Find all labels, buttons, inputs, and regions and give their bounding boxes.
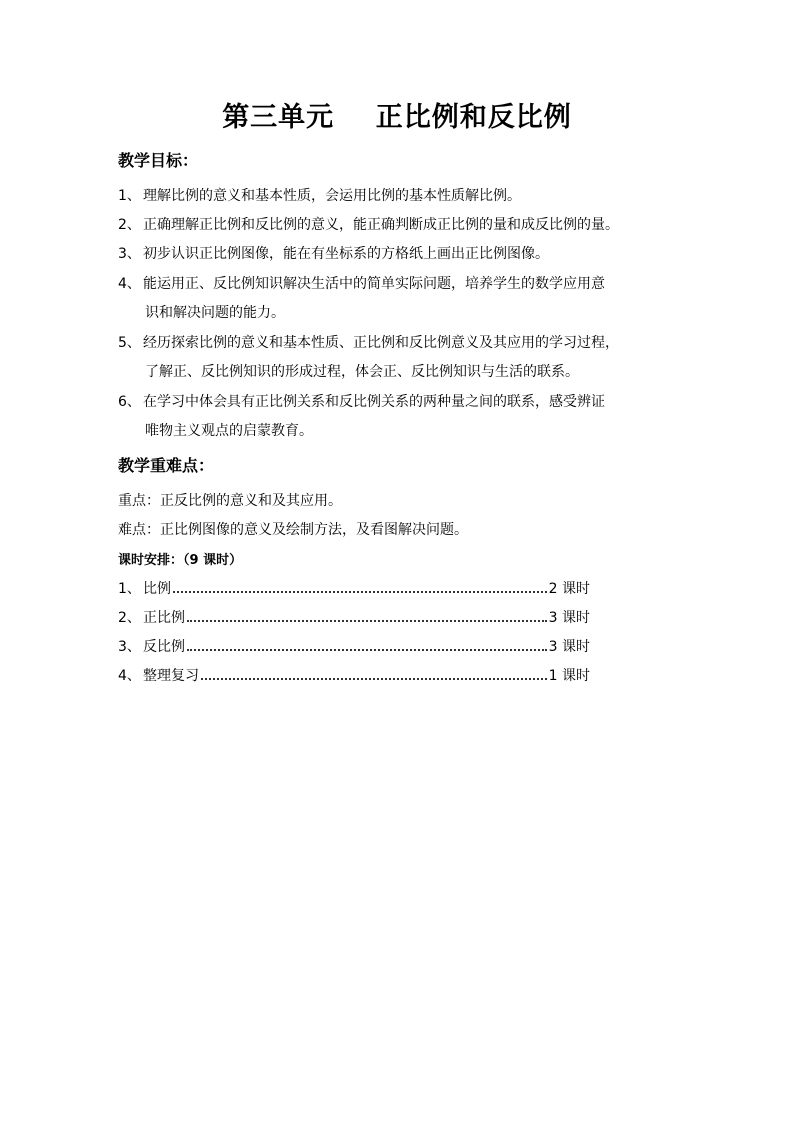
objective-item (118, 186, 521, 206)
schedule-number: 1、 (118, 581, 141, 597)
objective-number: 4、 (118, 276, 141, 292)
schedule-row (118, 608, 590, 628)
dot-leader (187, 608, 547, 622)
objective-text: 理解比例的意义和基本性质，会运用比例的基本性质解比例。 (143, 188, 521, 204)
objective-number: 6、 (118, 394, 141, 410)
schedule-row (118, 666, 590, 686)
objective-item (118, 244, 549, 264)
dot-leader (201, 666, 547, 680)
objective-item (118, 392, 605, 412)
schedule-name: 比例 (143, 581, 171, 597)
dot-leader (173, 579, 547, 593)
focus-point: 重点：正反比例的意义和及其应用。 (118, 493, 342, 509)
objectives-heading: 教学目标： (118, 151, 199, 170)
objective-continuation: 识和解决问题的能力。 (145, 305, 285, 321)
key-points-heading: 教学重难点： (118, 456, 215, 475)
schedule-hours: 3 课时 (548, 610, 590, 626)
schedule-hours: 2 课时 (548, 581, 590, 597)
objective-number: 5、 (118, 335, 141, 351)
objective-item (118, 333, 619, 353)
dot-leader (187, 637, 547, 651)
objective-text: 在学习中体会具有正比例关系和反比例关系的两种量之间的联系，感受辨证 (143, 394, 605, 410)
objective-number: 1、 (118, 188, 141, 204)
schedule-hours: 3 课时 (548, 639, 590, 655)
objective-text: 初步认识正比例图像，能在有坐标系的方格纸上画出正比例图像。 (143, 246, 549, 262)
schedule-name: 反比例 (143, 639, 185, 655)
schedule-number: 4、 (118, 668, 141, 684)
schedule-hours: 1 课时 (548, 668, 590, 684)
page-title: 第三单元 正比例和反比例 (222, 102, 572, 133)
objective-item (118, 215, 619, 235)
schedule-name: 整理复习 (143, 668, 199, 684)
schedule-number: 2、 (118, 610, 141, 626)
objective-text: 能运用正、反比例知识解决生活中的简单实际问题，培养学生的数学应用意 (143, 276, 605, 292)
objective-text: 经历探索比例的意义和基本性质、正比例和反比例意义及其应用的学习过程， (143, 335, 619, 351)
objective-text: 正确理解正比例和反比例的意义，能正确判断成正比例的量和成反比例的量。 (143, 217, 619, 233)
difficulty-point: 难点：正比例图像的意义及绘制方法，及看图解决问题。 (118, 522, 468, 538)
objective-item (118, 274, 605, 294)
schedule-row (118, 637, 590, 657)
schedule-row (118, 579, 590, 599)
objective-continuation: 唯物主义观点的启蒙教育。 (145, 423, 313, 439)
schedule-name: 正比例 (143, 610, 185, 626)
objective-number: 2、 (118, 217, 141, 233)
schedule-number: 3、 (118, 639, 141, 655)
objective-continuation: 了解正、反比例知识的形成过程，体会正、反比例知识与生活的联系。 (145, 364, 579, 380)
objective-number: 3、 (118, 246, 141, 262)
schedule-heading: 课时安排：（9 课时） (118, 553, 243, 568)
